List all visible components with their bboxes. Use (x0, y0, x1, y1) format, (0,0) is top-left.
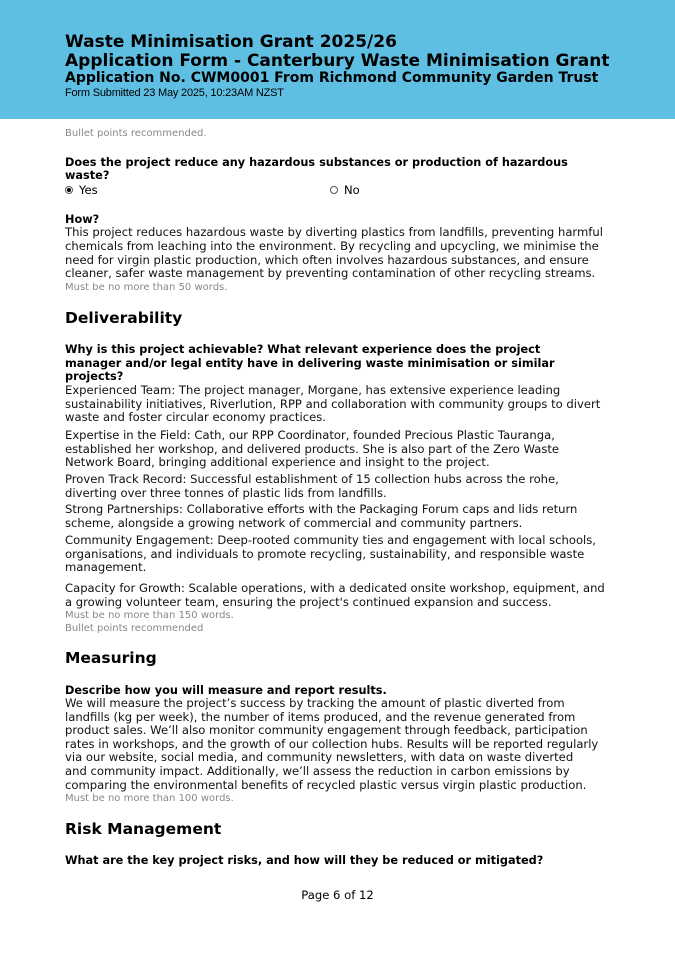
radio-unselected-icon (330, 186, 338, 194)
answer-line: chemicals from leaching into the environment. By recycling and upcycling, we minimise the (65, 239, 599, 253)
answer-line: and community impact. Additionally, we’ll assess the reduction in carbon emissions by (65, 764, 570, 778)
answer-line: We will measure the project’s success by tracking the amount of plastic diverted from (65, 696, 565, 710)
hazard-question-line: waste? (65, 169, 110, 182)
answer-line: organisations, and individuals to promote recycling, sustainability, and responsible waste (65, 547, 585, 561)
answer-line: waste and foster circular economy practices. (65, 410, 326, 424)
question-line: manager and/or legal entity have in delivering waste minimisation or similar (65, 357, 555, 370)
word-limit: Must be no more than 100 words. (65, 793, 234, 804)
radio-yes[interactable] (65, 183, 98, 197)
answer-line: need for virgin plastic production, which often involves hazardous substances, and ensure (65, 253, 589, 267)
radio-no[interactable] (330, 183, 360, 197)
form-subtitle: Application Form - Canterbury Waste Minimisation Grant (65, 51, 610, 71)
answer-line: Capacity for Growth: Scalable operations, with a dedicated onsite workshop, equipment, and (65, 581, 605, 595)
bullet-hint: Bullet points recommended (65, 623, 204, 634)
answer-line: a growing volunteer team, ensuring the project's continued expansion and success. (65, 595, 552, 609)
answer-line: This project reduces hazardous waste by diverting plastics from landfills, preventing harmful (65, 225, 603, 239)
answer-line: product sales. We’ll also monitor community engagement through feedback, participation (65, 723, 588, 737)
answer-line: sustainability initiatives, Riverlution, RPP and collaboration with community groups to divert (65, 397, 601, 411)
question-line: Describe how you will measure and report results. (65, 684, 387, 697)
form-header (0, 0, 675, 119)
answer-line: comparing the environmental benefits of recycled plastic versus virgin plastic production. (65, 778, 587, 792)
answer-line: Expertise in the Field: Cath, our RPP Coordinator, founded Precious Plastic Tauranga, (65, 428, 555, 442)
word-limit: Must be no more than 50 words. (65, 282, 228, 293)
question-line: projects? (65, 370, 124, 383)
page-number: Page 6 of 12 (301, 888, 374, 902)
question-line: Why is this project achievable? What relevant experience does the project (65, 343, 541, 356)
section-heading-deliverability: Deliverability (65, 309, 183, 327)
form-title: Waste Minimisation Grant 2025/26 (65, 32, 397, 52)
answer-line: established her workshop, and delivered products. She is also part of the Zero Waste (65, 442, 560, 456)
section-heading-measuring: Measuring (65, 649, 157, 667)
radio-no-label: No (344, 183, 360, 197)
answer-line: Strong Partnerships: Collaborative efforts with the Packaging Forum caps and lids return (65, 502, 578, 516)
bullet-hint: Bullet points recommended. (65, 128, 207, 139)
answer-line: Experienced Team: The project manager, Morgane, has extensive experience leading (65, 383, 561, 397)
answer-line: via our website, social media, and community newsletters, with data on waste diverted (65, 750, 574, 764)
answer-line: diverting over three tonnes of plastic lids from landfills. (65, 486, 387, 500)
answer-line: management. (65, 560, 147, 574)
application-number: Application No. CWM0001 From Richmond Community Garden Trust (65, 70, 599, 86)
answer-line: landfills (kg per week), the number of items produced, and the revenue generated from (65, 710, 576, 724)
section-heading-risk: Risk Management (65, 820, 222, 838)
answer-line: cleaner, safer waste management by preventing contamination of other recycling streams. (65, 266, 596, 280)
answer-line: rates in workshops, and the growth of our collection hubs. Results will be reported regularly (65, 737, 599, 751)
answer-line: Community Engagement: Deep-rooted community ties and engagement with local schools, (65, 533, 596, 547)
radio-yes-label: Yes (79, 183, 98, 197)
word-limit: Must be no more than 150 words. (65, 610, 234, 621)
question-line: What are the key project risks, and how will they be reduced or mitigated? (65, 854, 544, 867)
submitted-timestamp: Form Submitted 23 May 2025, 10:23AM NZST (65, 87, 284, 99)
answer-line: Network Board, bringing additional experience and insight to the project. (65, 455, 490, 469)
answer-line: Proven Track Record: Successful establishment of 15 collection hubs across the rohe, (65, 472, 559, 486)
radio-selected-icon (65, 186, 73, 194)
answer-line: scheme, alongside a growing network of commercial and community partners. (65, 516, 523, 530)
hazard-question-line: Does the project reduce any hazardous substances or production of hazardous (65, 156, 568, 169)
how-label: How? (65, 213, 100, 226)
